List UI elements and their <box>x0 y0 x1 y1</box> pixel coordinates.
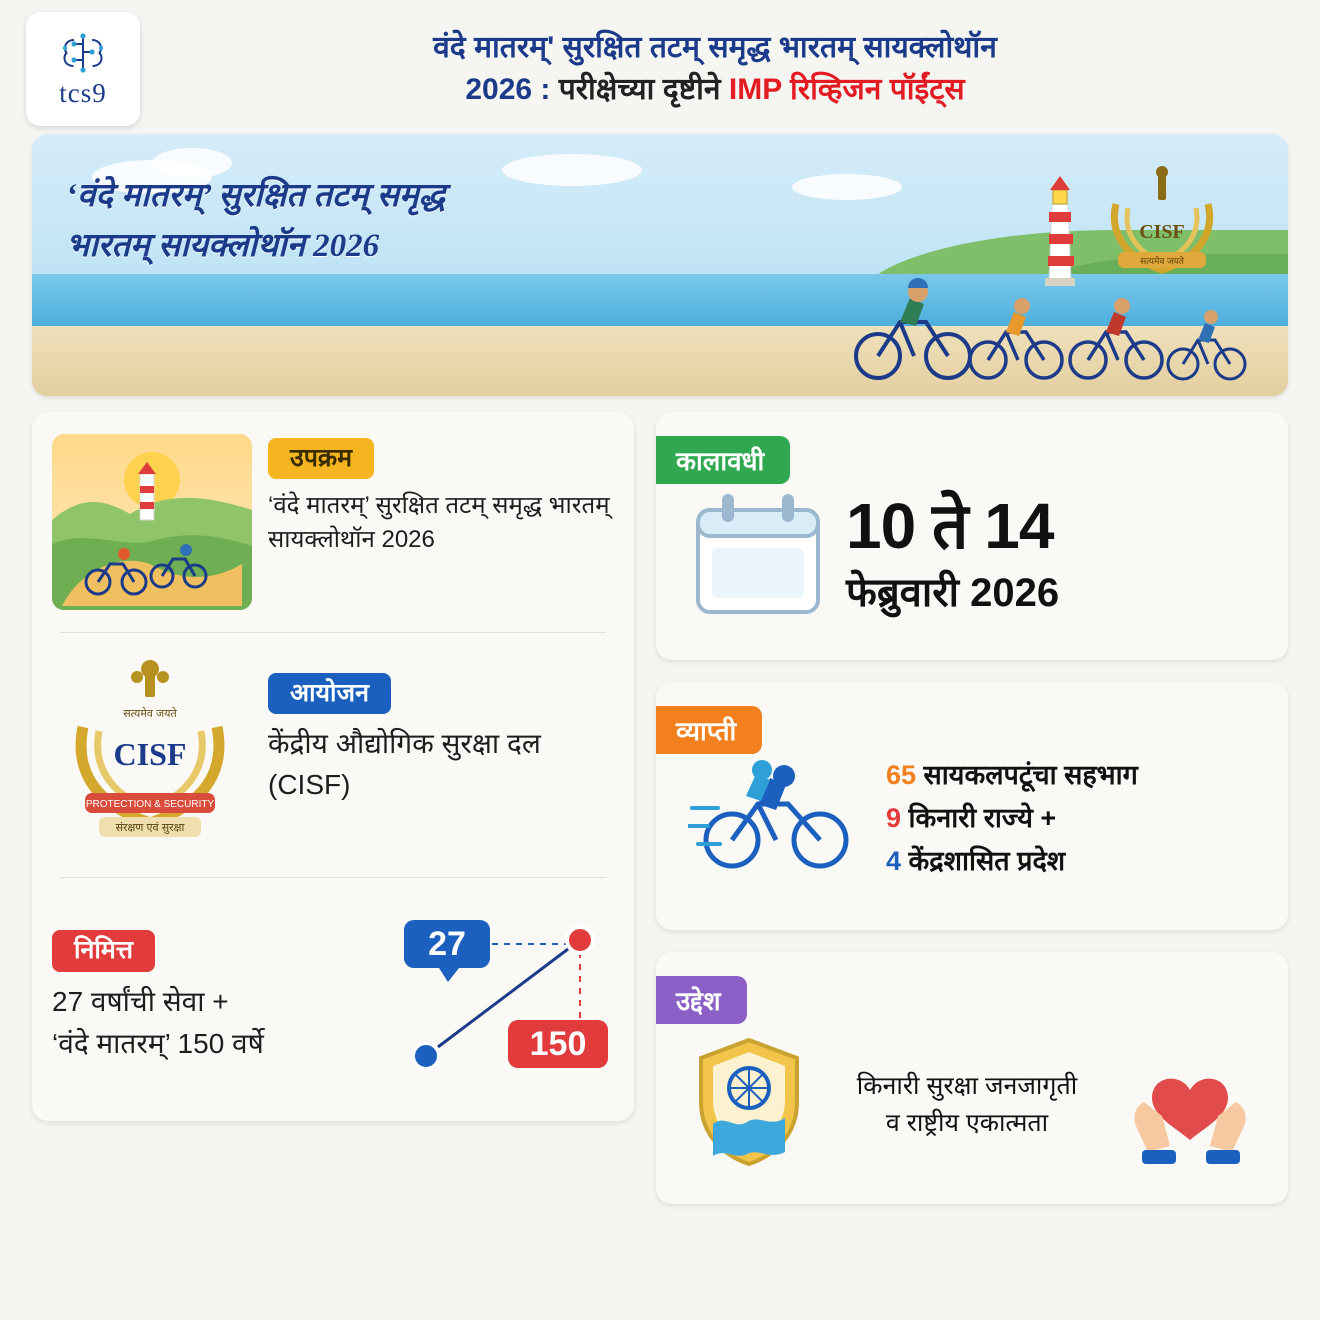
svg-text:सत्यमेव जयते: सत्यमेव जयते <box>1140 256 1184 266</box>
right-column <box>656 412 1288 1226</box>
divider <box>60 632 606 633</box>
brand-logo <box>26 12 140 126</box>
title-line-2-year: 2026 : <box>465 73 559 106</box>
purpose-line-1: किनारी सुरक्षा जनजागृती <box>856 1072 1078 1101</box>
scope-number-3: 4 <box>886 846 902 877</box>
initiative-row <box>52 434 614 610</box>
shield-wave-icon <box>684 1032 814 1177</box>
organizer-row <box>52 655 614 855</box>
scope-line-1 <box>886 754 1138 797</box>
cloud-icon <box>502 154 642 186</box>
chip-occasion: निमित्त <box>52 930 155 971</box>
svg-text:CISF: CISF <box>1139 221 1185 243</box>
chip-scope: व्याप्ती <box>656 706 762 754</box>
scope-number-1: 65 <box>886 760 917 790</box>
brain-circuit-icon <box>56 30 110 76</box>
svg-text:सत्यमेव जयते: सत्यमेव जयते <box>123 708 177 720</box>
initiative-text: ‘वंदे मातरम्’ सुरक्षित तटम् समृद्ध भारतम् सायक्लोथॉन 2026 <box>268 492 610 554</box>
chip-initiative: उपक्रम <box>268 438 374 479</box>
scope-text-3: केंद्रशासित प्रदेश <box>901 846 1066 877</box>
cyclists-road-illustration <box>52 434 252 610</box>
header <box>0 0 1320 130</box>
card-purpose <box>656 952 1288 1204</box>
title-line-1: वंदे मातरम्' सुरक्षित तटम् समृद्ध भारतम् सायक्लोथॉन <box>433 30 997 64</box>
banner-heading-line2: भारतम् सायक्लोथॉन 2026 <box>66 227 380 264</box>
hero-banner <box>32 134 1288 396</box>
timeline-nodes-icon <box>384 900 614 1095</box>
scope-text-2: किनारी राज्ये + <box>901 803 1057 834</box>
cloud-icon <box>792 174 902 200</box>
scope-line-3 <box>886 840 1138 883</box>
hands-heart-icon <box>1120 1032 1260 1177</box>
svg-text:PROTECTION & SECURITY: PROTECTION & SECURITY <box>85 799 215 810</box>
content-area <box>0 396 1320 1250</box>
title-line-2-highlight: IMP रिव्हिजन पॉईंट्स <box>728 73 965 106</box>
scope-line-2 <box>886 797 1138 840</box>
divider <box>60 877 606 878</box>
banner-heading <box>66 172 445 271</box>
banner-heading-line1: ‘वंदे मातरम्’ सुरक्षित तटम् समृद्ध <box>66 178 446 214</box>
cisf-emblem-icon <box>52 655 252 855</box>
occasion-row <box>52 900 614 1095</box>
organizer-text: केंद्रीय औद्योगिक सुरक्षा दल (CISF) <box>268 728 541 800</box>
card-scope <box>656 682 1288 930</box>
occasion-line-1: 27 वर्षांची सेवा + <box>52 985 229 1017</box>
occasion-line-2: ‘वंदे मातरम्’ 150 वर्षे <box>52 1028 264 1060</box>
page-title <box>140 29 1300 110</box>
svg-text:27: 27 <box>428 925 466 963</box>
card-initiative-organizer <box>32 412 634 1121</box>
scope-number-2: 9 <box>886 803 902 834</box>
svg-text:150: 150 <box>529 1025 587 1063</box>
svg-text:CISF: CISF <box>113 736 187 772</box>
duration-dates: 10 ते 14 <box>846 489 1054 562</box>
two-cyclists-icon <box>688 756 868 881</box>
chip-purpose: उद्देश <box>656 976 747 1024</box>
cyclists-group-icon <box>838 260 1258 390</box>
brand-name: tcs9 <box>59 77 107 108</box>
purpose-line-2: व राष्ट्रीय एकात्मता <box>885 1108 1049 1137</box>
chip-duration: कालावधी <box>656 436 790 484</box>
card-duration <box>656 412 1288 660</box>
purpose-text <box>820 1068 1114 1141</box>
duration-month-year: फेब्रुवारी 2026 <box>846 571 1060 616</box>
svg-text:संरक्षण एवं सुरक्षा: संरक्षण एवं सुरक्षा <box>115 822 185 834</box>
chip-organizer: आयोजन <box>268 673 391 714</box>
left-column <box>32 412 634 1226</box>
title-line-2-mid: परीक्षेच्या दृष्टीने <box>558 73 729 106</box>
calendar-icon <box>688 488 828 625</box>
scope-text-1: सायकलपटूंचा सहभाग <box>916 760 1138 790</box>
